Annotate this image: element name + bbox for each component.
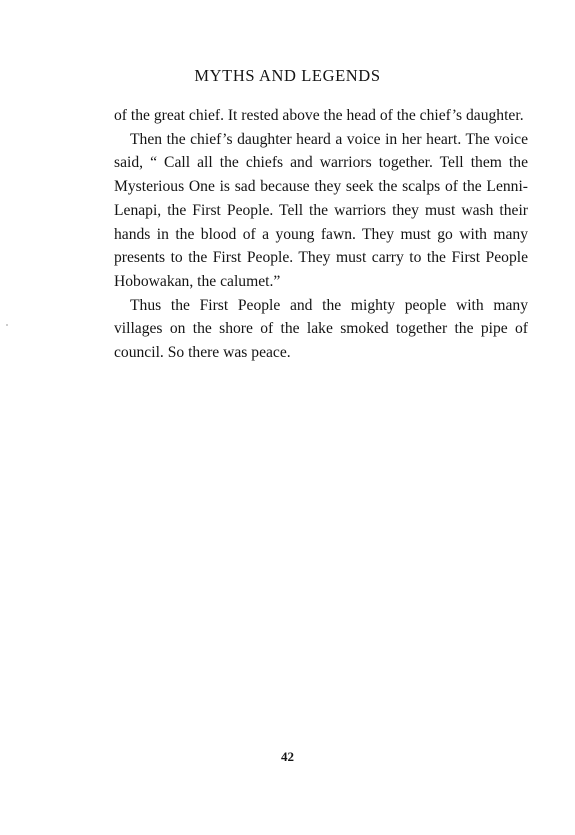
paragraph-continued: of the great chief. It rested above the head of the chief’s daughter. <box>114 107 524 124</box>
paragraph-peace: Thus the First People and the mighty people with many villages on the shore of the lake smoked together the pipe of council. So there was peace. <box>114 296 528 362</box>
page-number: 42 <box>281 749 294 764</box>
paragraph-voice: Then the chief’s daughter heard a voice in her heart. The voice said, “ Call all the chiefs and warriors together. Tell them the Mysterious One is sad because they seek the scalps of the Lenni-Lenapi, the First People. Tell the warriors they must wash their hands in the blood of a young fawn. They must go with many presents to the First People. They must carry to the First People Hobowakan, the calumet.” <box>114 130 528 290</box>
running-head: MYTHS AND LEGENDS <box>194 66 381 85</box>
body-text <box>114 104 528 365</box>
scan-speck <box>6 324 8 326</box>
